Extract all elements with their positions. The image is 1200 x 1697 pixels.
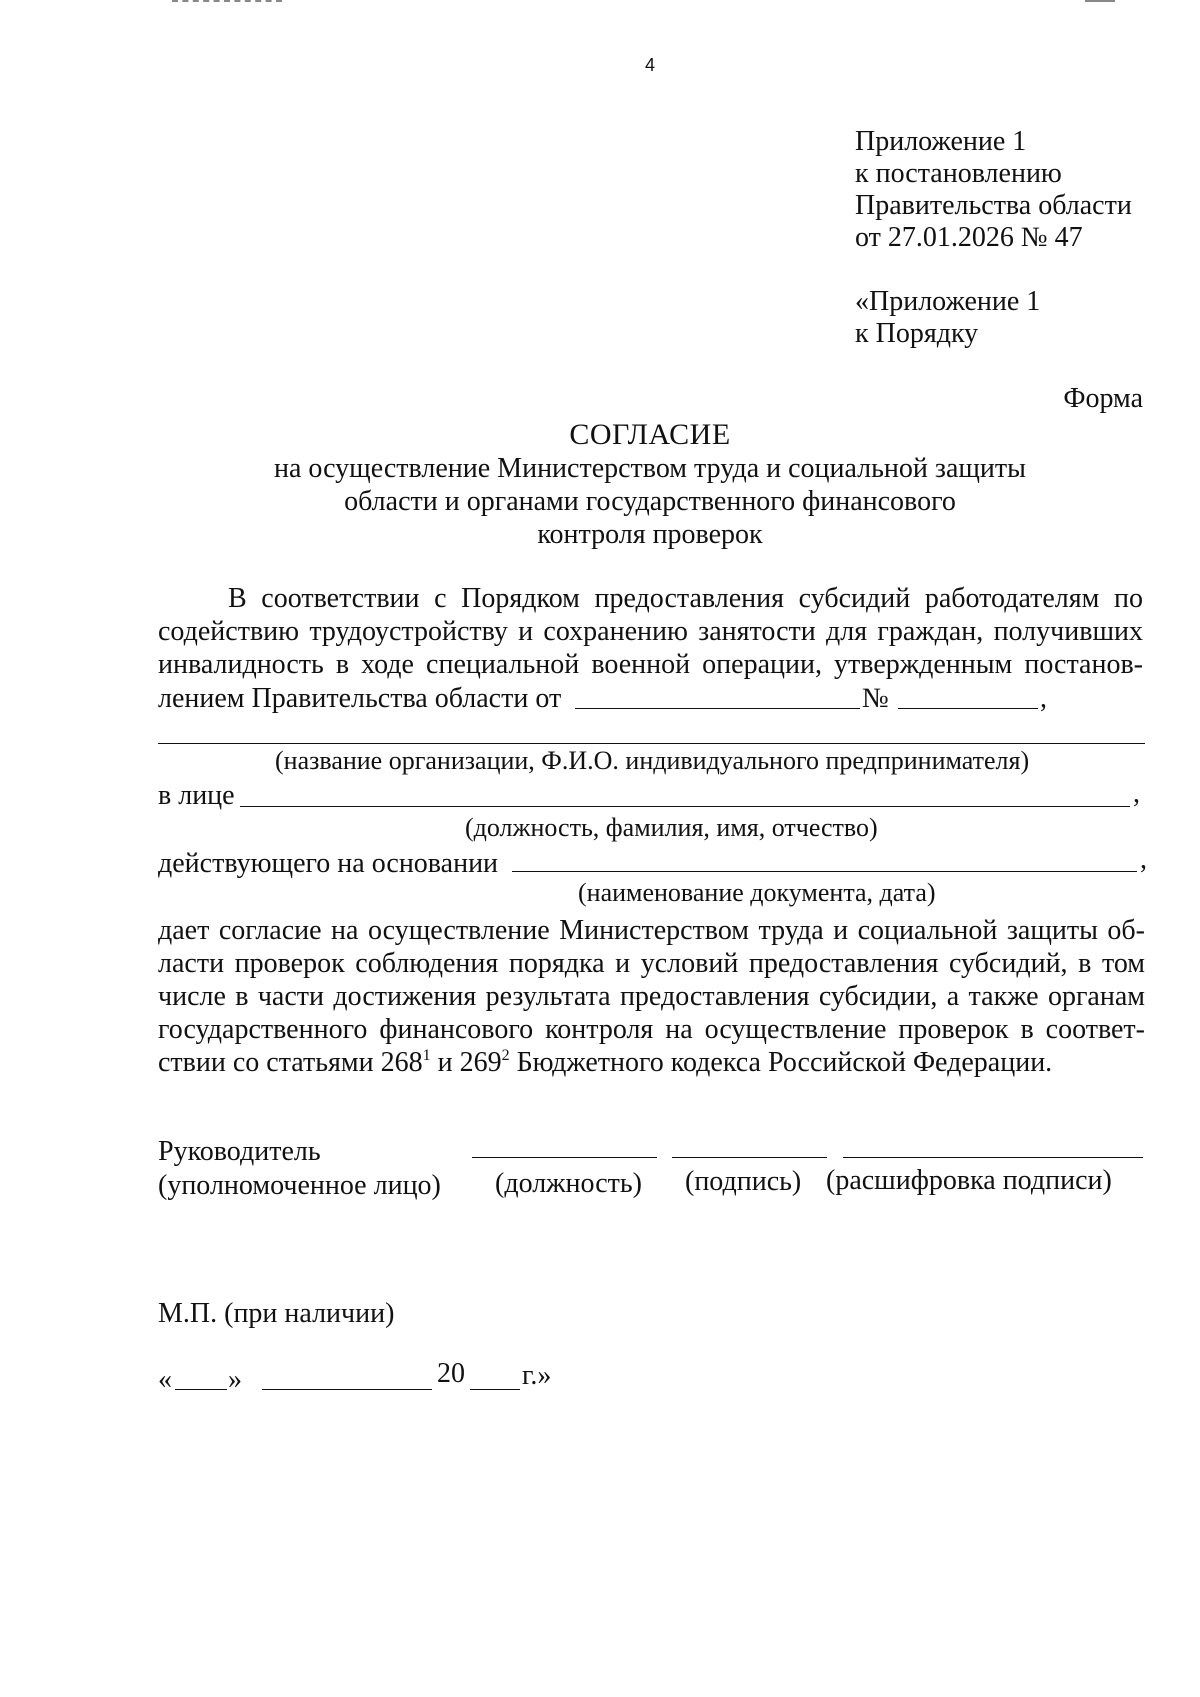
comma: , <box>1140 844 1147 875</box>
number-blank-line[interactable] <box>898 708 1038 709</box>
scan-artifact <box>1085 0 1115 2</box>
document-title: СОГЛАСИЕ <box>569 418 731 451</box>
subtitle-line: контроля проверок <box>537 519 763 550</box>
appendix-inner-line: «Приложение 1 <box>855 286 1041 317</box>
year-prefix: 20 <box>437 1358 465 1389</box>
appendix-inner-block <box>855 286 1040 350</box>
year-suffix: г.» <box>522 1360 552 1391</box>
intro-paragraph <box>158 582 1143 681</box>
signature-head: Руководитель <box>158 1136 321 1167</box>
appendix-line: к постановлению <box>855 158 1062 189</box>
comma: , <box>1133 778 1140 809</box>
in-person-blank-line[interactable] <box>240 806 1130 807</box>
number-sign: № <box>862 683 889 714</box>
intro-line: содействию трудоустройству и сохранению занятости для граждан, получивших <box>158 616 1143 647</box>
subtitle-line: на осуществление Министерством труда и социальной защиты <box>274 453 1026 484</box>
organization-blank-line[interactable] <box>158 743 1145 744</box>
stamp-label: М.П. (при наличии) <box>158 1298 395 1329</box>
consent-line-last: ствии со статьями $268^1$ и $269^2$ Бюджетного кодекса Российской Федерации. <box>158 1047 1053 1078</box>
signature-blank-line[interactable] <box>672 1157 827 1158</box>
organization-caption: (название организации, Ф.И.О. индивидуального предпринимателя) <box>275 746 1030 775</box>
consent-paragraph <box>158 914 1145 1079</box>
subtitle-line: области и органами государственного финансового <box>344 486 956 517</box>
signature-caption: (подпись) <box>685 1166 802 1197</box>
page-number: 4 <box>644 55 655 75</box>
appendix-line: Правительства области <box>855 190 1132 221</box>
appendix-line: Приложение 1 <box>855 126 1027 157</box>
in-person-label: в лице <box>158 780 235 811</box>
intro-line: В соответствии с Порядком предоставления субсидий работодателям по <box>228 583 1143 614</box>
intro-line-4: лением Правительства области от <box>158 683 562 714</box>
date-open-quote: « <box>158 1364 172 1395</box>
signature-head-2: (уполномоченное лицо) <box>158 1170 441 1201</box>
position-caption: (должность) <box>495 1168 642 1199</box>
consent-line: государственного финансового контроля на осуществление проверок в соответ- <box>158 1014 1145 1045</box>
decode-caption: (расшифровка подписи) <box>826 1165 1112 1196</box>
consent-line: ласти проверок соблюдения порядка и условий предоставления субсидий, в том <box>158 948 1145 979</box>
basis-blank-line[interactable] <box>512 871 1137 872</box>
consent-line: числе в части достижения результата предоставления субсидии, а также органам <box>158 981 1145 1012</box>
document-caption: (наименование документа, дата) <box>578 878 936 907</box>
year-blank-line[interactable] <box>470 1389 520 1390</box>
appendix-inner-line: к Порядку <box>855 318 979 349</box>
position-name-caption: (должность, фамилия, имя, отчество) <box>465 813 878 842</box>
date-blank-line[interactable] <box>575 708 860 709</box>
date-close-quote: » <box>228 1364 242 1395</box>
intro-line: инвалидность в ходе специальной военной операции, утвержденным постанов- <box>158 649 1143 680</box>
appendix-block <box>855 126 1132 254</box>
acting-label: действующего на основании <box>158 848 499 879</box>
comma: , <box>1040 683 1047 714</box>
scan-artifact <box>172 0 282 2</box>
position-blank-line[interactable] <box>472 1157 657 1158</box>
superscript: 1 <box>422 1047 431 1064</box>
day-blank-line[interactable] <box>175 1389 227 1390</box>
form-label: Форма <box>1063 383 1143 414</box>
appendix-line: от 27.01.2026 № 47 <box>855 222 1083 253</box>
superscript: 2 <box>501 1047 510 1064</box>
month-blank-line[interactable] <box>262 1389 432 1390</box>
consent-line: дает согласие на осуществление Министерством труда и социальной защиты об- <box>158 915 1145 946</box>
document-subtitle <box>0 452 1200 551</box>
decode-blank-line[interactable] <box>843 1157 1143 1158</box>
